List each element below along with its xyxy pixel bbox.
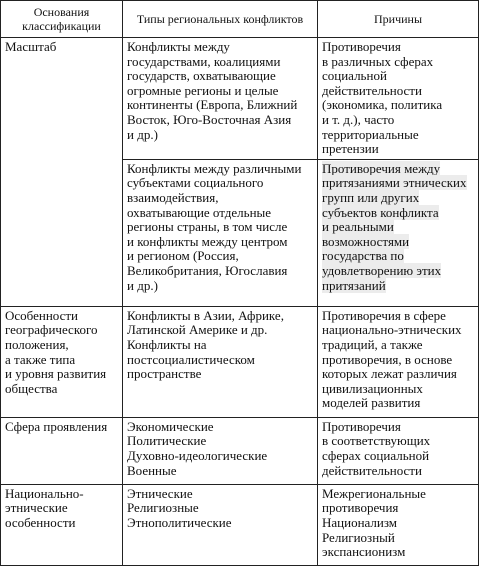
table-row <box>1 306 479 417</box>
table-header-row <box>1 1 479 38</box>
row-causes-sphere: Противоречия в соответствующих сферах социальной действительности <box>318 417 479 484</box>
row-types-scale-2: Конфликты между различными субъектами социального взаимодействия, охватывающие отдельные регионы страны, в том числе и конфликты между центром и регионом (Россия, Великобритания, Югославия и др.) <box>123 159 318 306</box>
header-causes: Причины <box>318 1 479 38</box>
row-basis-geography: Особенности географического положения, а также типа и уровня развития общества <box>1 306 123 417</box>
row-types-scale-1: Конфликты между государствами, коалициями государств, охватывающие огромные регионы и целые континенты (Европа, Ближний Восток, Юго-Восточная Азия и др.) <box>123 38 318 160</box>
row-basis-scale: Масштаб <box>1 38 123 307</box>
row-causes-scale-1: Противоречия в различных сферах социальной действительности (экономика, политика и т. д.), часто территориальные претензии <box>318 38 479 160</box>
row-types-geography: Конфликты в Азии, Африке, Латинской Америке и др. Конфликты на постсоциалистическом пространстве <box>123 306 318 417</box>
header-basis: Основания классификации <box>1 1 123 38</box>
row-types-ethnic: Этнические Религиозные Этнополитические <box>123 484 318 565</box>
row-causes-geography: Противоречия в сфере национально-этнических традиций, а также противоречия, в основе которых лежат различия цивилизационных моделей развития <box>318 306 479 417</box>
row-causes-scale-2: Противоречия между притязаниями этнических групп или других субъектов конфликта и реальными возможностями государства по удовлетворению этих притязаний <box>318 159 479 306</box>
header-types: Типы региональных конфликтов <box>123 1 318 38</box>
table-row <box>1 417 479 484</box>
row-causes-ethnic: Межрегиональные противоречия Национализм Религиозный экспансионизм <box>318 484 479 565</box>
table-row <box>1 484 479 565</box>
table-row <box>1 38 479 160</box>
row-basis-sphere: Сфера проявления <box>1 417 123 484</box>
row-types-sphere: Экономические Политические Духовно-идеологические Военные <box>123 417 318 484</box>
row-basis-ethnic: Национально- этнические особенности <box>1 484 123 565</box>
